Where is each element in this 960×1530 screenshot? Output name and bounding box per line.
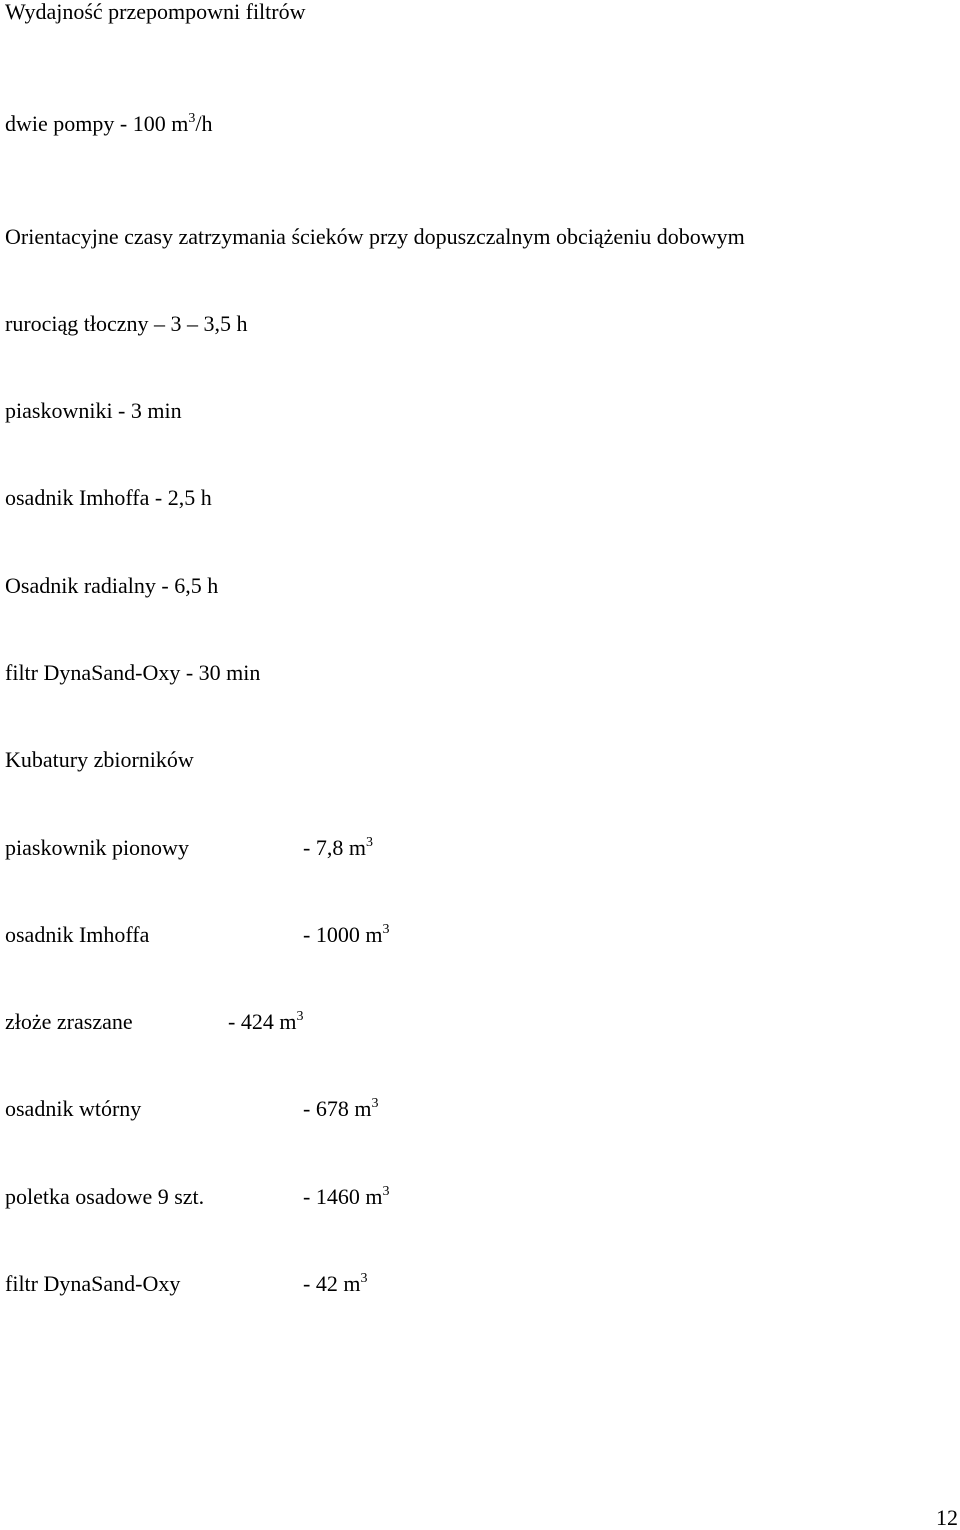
volume-row-value: - 1000 $m^3$ [303, 922, 390, 947]
retention-item: Osadnik radialny - 6,5 h [5, 573, 219, 598]
retention-item: filtr DynaSand-Oxy - 30 min [5, 660, 261, 685]
pumps-capacity-value: dwie pompy - 100 m [5, 111, 189, 136]
volume-row-name: złoże zraszane [5, 1009, 133, 1034]
retention-item: osadnik Imhoffa - 2,5 h [5, 485, 212, 510]
page-number: 12 [936, 1505, 958, 1530]
volume-row-name: filtr DynaSand-Oxy [5, 1271, 181, 1296]
retention-item: piaskowniki - 3 min [5, 398, 182, 423]
volume-row-value: - 678 $m^3$ [303, 1096, 379, 1121]
volume-row-name: piaskownik pionowy [5, 835, 189, 860]
volume-row-value: - 7,8 $m^3$ [303, 835, 373, 860]
volume-row-name: osadnik wtórny [5, 1096, 142, 1121]
retention-item: rurociąg tłoczny – 3 – 3,5 h [5, 311, 248, 336]
pumps-capacity-suffix: /h [195, 111, 213, 136]
pumps-capacity-exponent: 3 [188, 111, 196, 126]
volume-row-name: osadnik Imhoffa [5, 922, 150, 947]
retention-heading: Orientacyjne czasy zatrzymania ścieków przy dopuszczalnym obciążeniu dobowym [5, 224, 745, 249]
volume-row-name: poletka osadowe 9 szt. [5, 1184, 205, 1209]
volumes-heading: Kubatury zbiorników [5, 747, 194, 772]
volume-row-value: - 42 $m^3$ [303, 1271, 368, 1296]
pump-station-title: Wydajność przepompowni filtrów [5, 0, 306, 24]
volume-row-value: - 424 $m^3$ [228, 1009, 304, 1034]
pumps-capacity [5, 112, 212, 136]
volume-row-value: - 1460 $m^3$ [303, 1184, 390, 1209]
